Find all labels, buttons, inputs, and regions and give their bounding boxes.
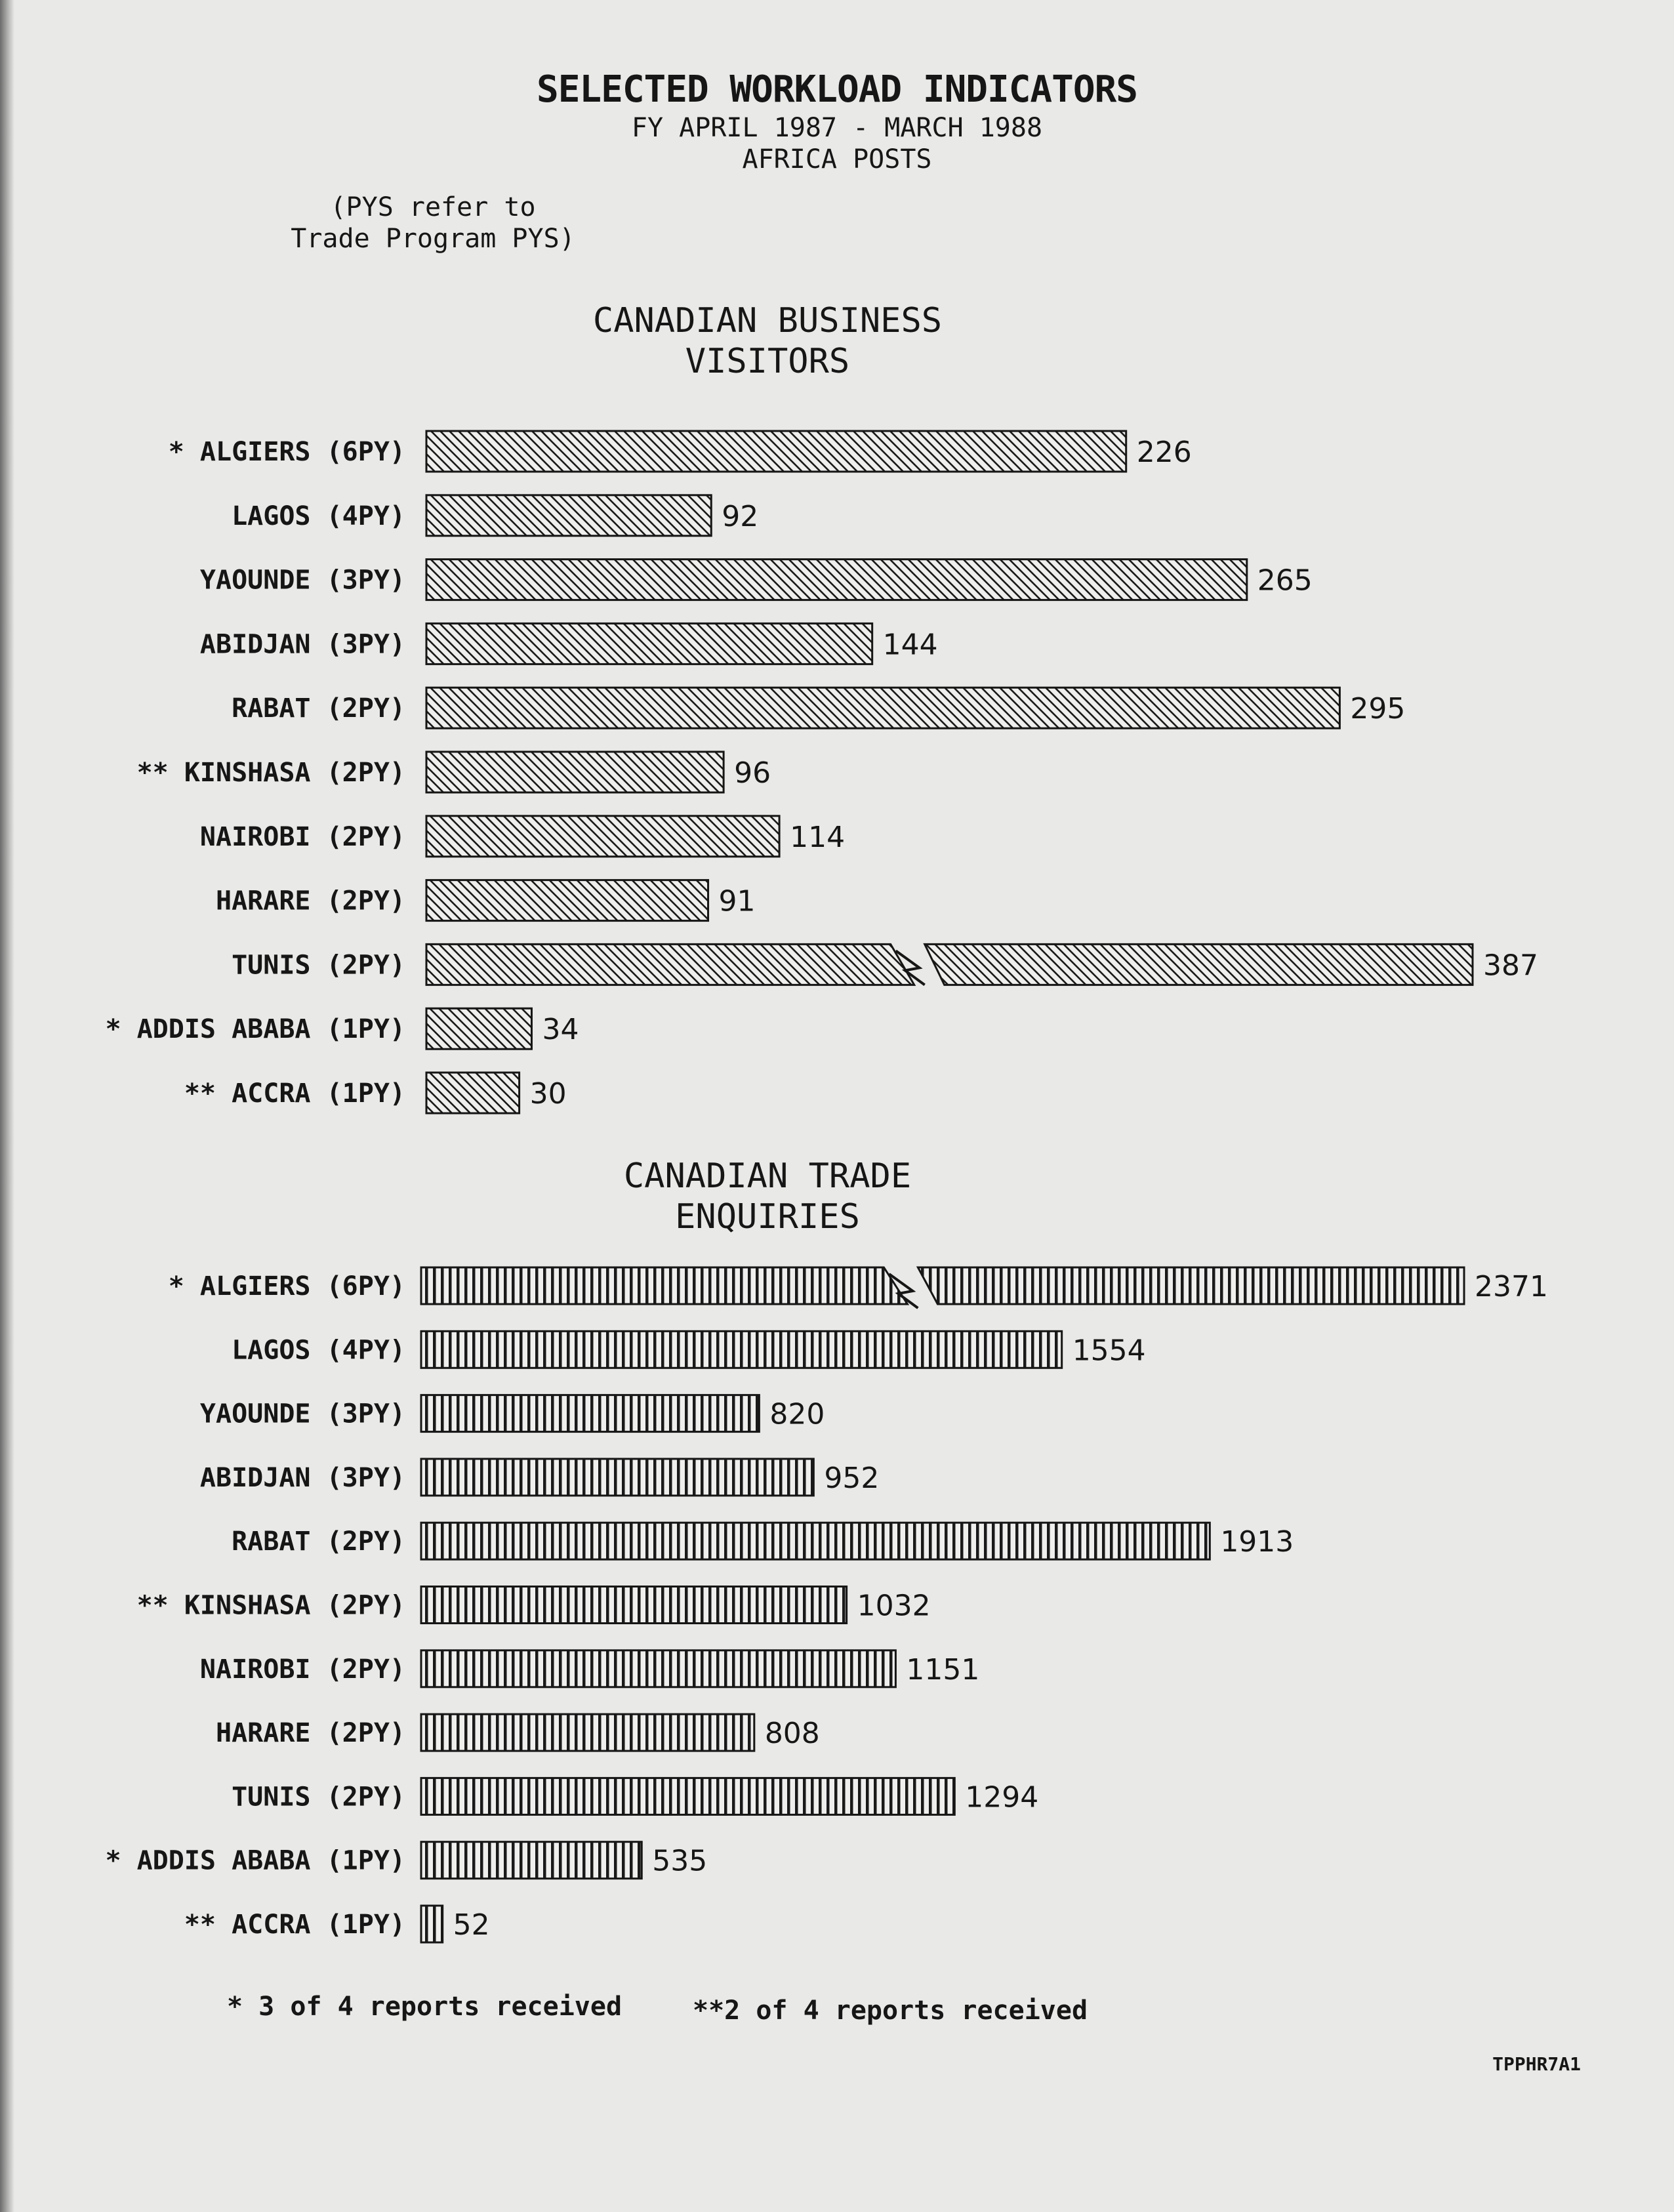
value-label-visitors-yaounde: 265	[1257, 563, 1313, 598]
value-label-enquiries-addis-ababa: 535	[652, 1844, 708, 1878]
footnote-double-asterisk: **2 of 4 reports received	[693, 1996, 1088, 2026]
value-label-enquiries-kinshasa: 1032	[857, 1589, 931, 1623]
category-label-visitors-nairobi: NAIROBI (2PY)	[199, 821, 405, 852]
category-label-enquiries-rabat: RABAT (2PY)	[232, 1526, 405, 1557]
bar-visitors-yaounde	[426, 560, 1247, 600]
value-label-visitors-nairobi: 114	[790, 820, 846, 854]
trade-enquiries-chart-title: CANADIAN TRADE ENQUIRIES	[623, 1157, 912, 1237]
bar-visitors-addis-ababa	[426, 1008, 531, 1049]
page-title: SELECTED WORKLOAD INDICATORS	[536, 68, 1137, 111]
value-label-visitors-algiers: 226	[1136, 436, 1192, 469]
category-label-enquiries-accra: ** ACCRA (1PY)	[184, 1910, 405, 1940]
category-label-visitors-addis-ababa: * ADDIS ABABA (1PY)	[105, 1014, 405, 1045]
category-label-visitors-algiers: * ALGIERS (6PY)	[168, 437, 405, 467]
value-label-enquiries-rabat: 1913	[1220, 1525, 1294, 1559]
category-label-enquiries-harare: HARARE (2PY)	[216, 1718, 405, 1749]
bar-visitors-accra	[426, 1073, 520, 1113]
value-label-enquiries-tunis: 1294	[965, 1780, 1039, 1814]
category-label-visitors-kinshasa: ** KINSHASA (2PY)	[136, 758, 405, 788]
value-label-visitors-abidjan: 144	[882, 628, 938, 662]
bar-enquiries-algiers-right-segment	[918, 1267, 1464, 1304]
category-label-enquiries-yaounde: YAOUNDE (3PY)	[199, 1399, 405, 1429]
value-label-visitors-tunis: 387	[1483, 949, 1538, 983]
value-label-enquiries-lagos: 1554	[1072, 1334, 1146, 1368]
category-label-visitors-harare: HARARE (2PY)	[216, 886, 405, 916]
bar-visitors-tunis-left-segment	[426, 944, 914, 985]
bar-enquiries-yaounde	[421, 1395, 759, 1432]
category-label-enquiries-nairobi: NAIROBI (2PY)	[199, 1654, 405, 1685]
business-visitors-chart-title: CANADIAN BUSINESS VISITORS	[592, 301, 943, 381]
category-label-visitors-lagos: LAGOS (4PY)	[232, 501, 405, 531]
category-label-visitors-accra: ** ACCRA (1PY)	[184, 1078, 405, 1109]
bar-visitors-rabat	[426, 687, 1339, 728]
footnote-single-asterisk: * 3 of 4 reports received	[227, 1992, 623, 2022]
value-label-enquiries-accra: 52	[453, 1908, 490, 1942]
bar-enquiries-rabat	[421, 1523, 1210, 1559]
period-subtitle: FY APRIL 1987 - MARCH 1988	[631, 113, 1043, 143]
bar-enquiries-kinshasa	[421, 1587, 847, 1624]
value-label-visitors-kinshasa: 96	[734, 756, 771, 790]
category-label-enquiries-kinshasa: ** KINSHASA (2PY)	[136, 1590, 405, 1621]
document-code: TPPHR7A1	[1492, 2053, 1581, 2075]
value-label-visitors-addis-ababa: 34	[542, 1013, 579, 1047]
category-label-visitors-yaounde: YAOUNDE (3PY)	[199, 565, 405, 596]
bar-enquiries-lagos	[421, 1331, 1062, 1368]
bar-visitors-lagos	[426, 495, 711, 536]
bar-enquiries-accra	[421, 1906, 443, 1942]
category-label-enquiries-addis-ababa: * ADDIS ABABA (1PY)	[105, 1845, 405, 1876]
pys-note: (PYS refer to Trade Program PYS)	[291, 192, 575, 254]
category-label-visitors-rabat: RABAT (2PY)	[232, 693, 405, 724]
value-label-visitors-accra: 30	[529, 1077, 567, 1111]
value-label-enquiries-algiers: 2371	[1475, 1270, 1548, 1303]
trade-enquiries-chart	[105, 1267, 1548, 1942]
bar-visitors-tunis-right-segment	[925, 944, 1473, 985]
value-label-visitors-lagos: 92	[722, 499, 759, 533]
bar-enquiries-nairobi	[421, 1650, 895, 1687]
value-label-enquiries-nairobi: 1151	[906, 1652, 980, 1687]
category-label-enquiries-algiers: * ALGIERS (6PY)	[168, 1271, 405, 1301]
bar-visitors-algiers	[426, 431, 1126, 472]
category-label-visitors-tunis: TUNIS (2PY)	[232, 950, 405, 981]
bar-enquiries-addis-ababa	[421, 1842, 642, 1879]
bar-visitors-harare	[426, 880, 708, 921]
bar-enquiries-tunis	[421, 1778, 954, 1814]
category-label-enquiries-abidjan: ABIDJAN (3PY)	[199, 1462, 405, 1493]
value-label-visitors-harare: 91	[718, 884, 756, 918]
bar-enquiries-abidjan	[421, 1459, 813, 1496]
bar-visitors-kinshasa	[426, 752, 724, 792]
value-label-enquiries-abidjan: 952	[824, 1461, 880, 1495]
value-label-enquiries-harare: 808	[764, 1717, 820, 1751]
bar-visitors-abidjan	[426, 623, 872, 664]
category-label-enquiries-tunis: TUNIS (2PY)	[232, 1782, 405, 1813]
bar-enquiries-algiers-left-segment	[421, 1267, 907, 1304]
category-label-enquiries-lagos: LAGOS (4PY)	[232, 1335, 405, 1366]
region-subtitle: AFRICA POSTS	[742, 144, 932, 174]
value-label-visitors-rabat: 295	[1350, 692, 1406, 726]
category-label-visitors-abidjan: ABIDJAN (3PY)	[199, 629, 405, 660]
bar-enquiries-harare	[421, 1714, 754, 1751]
bar-visitors-nairobi	[426, 816, 779, 857]
business-visitors-chart	[105, 431, 1538, 1113]
value-label-enquiries-yaounde: 820	[769, 1397, 825, 1431]
